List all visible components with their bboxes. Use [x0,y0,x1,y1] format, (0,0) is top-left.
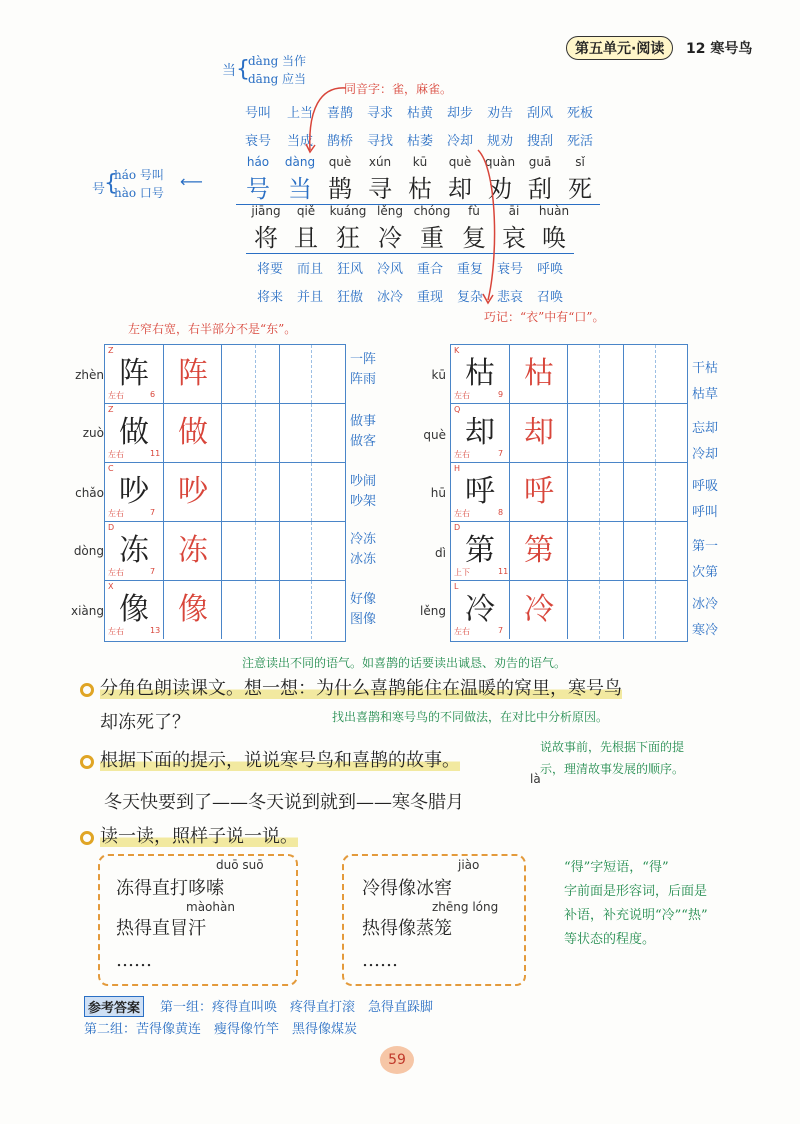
stroke-note: 左窄右宽，右半部分不是“东”。 [128,322,297,336]
word: 却步 [446,106,473,121]
word: 衰号 [244,134,271,149]
grammar-note-line: 等状态的程度。 [564,932,656,947]
grid-letter: Z [108,346,114,355]
grid-strokes: 13 [150,626,161,635]
chars-row-1-chars [236,169,600,205]
grid-char-black: 却 [465,415,495,450]
grid-letter: D [454,523,461,532]
char: 鹊 [328,175,352,203]
grid-char-red: 却 [524,415,554,450]
grid-strokes: 7 [498,626,504,635]
grid-structure: 左右 [454,627,470,636]
word: 号叫 [244,106,271,121]
char: 却 [448,175,472,203]
char: 刮 [528,175,552,203]
word: 冷却 [692,447,719,462]
dang-brace-icon: { [236,57,250,82]
grid-letter: L [454,582,459,591]
grid-strokes: 11 [498,567,509,576]
word: 规劝 [486,134,513,149]
bullet-circle-icon [80,831,94,845]
grid-structure: 左右 [454,450,470,459]
chars-row-2-pinyin [246,204,574,218]
grid-letter: Q [454,405,461,414]
grid-pinyin: hū [430,486,446,500]
grid-char-black: 像 [119,592,149,627]
hao-brace-label: 号 [92,182,106,197]
grid-structure: 左右 [454,509,470,518]
word: 将要 [256,262,283,277]
bullet-circle-icon [80,683,94,697]
word: 冰冷 [692,597,719,612]
grid-pinyin: kū [431,368,446,382]
grid-structure: 左右 [108,450,124,459]
char: 且 [294,224,318,252]
char: 狂 [336,224,360,252]
pinyin: chóng [413,204,451,218]
grid-structure: 左右 [108,568,124,577]
word: 冷冻 [350,532,377,547]
grid-words [350,412,376,452]
note-story [540,736,684,780]
pinyin: zhēng lóng [432,900,499,914]
dang-reading-2: dāng 应当 [248,72,307,86]
word: 冷风 [376,262,403,277]
char: 当 [288,175,312,203]
word: 上当 [286,106,313,121]
grid-pinyin: zuò [82,426,104,440]
word-row-bottom-1 [250,256,570,284]
word: 复杂 [456,290,483,305]
grid-structure: 左右 [108,627,124,636]
word: 第一 [692,539,719,554]
arrow-homophone-icon [290,80,350,160]
word: 鹊桥 [326,134,353,149]
pinyin: dàng [284,155,316,169]
pinyin: huàn [538,204,570,218]
word: 寻找 [366,134,393,149]
word: 死板 [566,106,593,121]
char: 寻 [368,175,392,203]
word: 干枯 [692,361,719,376]
la-pinyin: là [530,772,541,786]
grid-words [350,350,376,390]
grid-words [692,534,718,586]
answer-label: 参考答案 [84,996,144,1017]
grid-strokes: 7 [498,449,504,458]
grid-pinyin: què [423,428,446,442]
pinyin: màohàn [186,900,235,914]
grid-char-red: 吵 [178,474,208,509]
grid-letter: K [454,346,460,355]
chars-row-2 [246,204,574,254]
page-number: 59 [380,1046,414,1074]
grid-strokes: 7 [150,508,156,517]
task-2 [80,746,460,772]
task-3 [80,822,298,848]
char: 复 [462,224,486,252]
grid-letter: Z [108,405,114,414]
word: 搜刮 [526,134,553,149]
word: 衰号 [496,262,523,277]
word: 重复 [456,262,483,277]
arrow-left-icon: ⟵ [180,172,203,191]
pinyin: āi [508,204,520,218]
grid-strokes: 6 [150,390,156,399]
grid-char-black: 冷 [465,592,495,627]
grid-letter: D [108,523,115,532]
grid-pinyin: dòng [73,544,104,558]
dang-brace-label: 当 [222,63,236,79]
task-1 [80,674,622,700]
char: 唤 [542,224,566,252]
word: 刮风 [526,106,553,121]
grid-words [692,356,718,408]
grid-words [350,530,376,570]
grid-words [350,472,376,512]
dang-reading-1: dàng 当作 [248,54,307,68]
grid-words [350,590,376,630]
chars-row-2-chars [246,218,574,254]
example-line: 冷得像冰窖 [362,878,452,899]
grid-letter: C [108,464,114,473]
grid-strokes: 8 [498,508,504,517]
example-line: 热得像蒸笼 [362,918,452,939]
word: 呼唤 [536,262,563,277]
note-story-line-2: 示，理清故事发展的顺序。 [540,762,685,776]
note-compare: 找出喜鹊和寒号鸟的不同做法，在对比中分析原因。 [332,710,609,724]
pinyin: sǐ [575,155,585,169]
pinyin: jiào [458,858,480,872]
pinyin: qiě [296,204,316,218]
pinyin: duō suō [216,858,264,872]
word: 吵闹 [350,474,377,489]
word: 次第 [692,565,719,580]
word: 好像 [350,592,377,607]
grid-char-red: 冻 [178,533,208,568]
grid-char-black: 第 [465,533,495,568]
grid-pinyin: chǎo [75,486,104,500]
word: 阵雨 [350,372,377,387]
arrow-tip-icon [470,140,520,310]
chars-row-1 [236,155,600,205]
grid-char-red: 枯 [524,356,554,391]
grid-words [692,592,718,644]
word: 寻求 [366,106,393,121]
word: 劝告 [486,106,513,121]
word: 吵架 [350,494,377,509]
hao-readings [114,166,164,202]
word: 做客 [350,434,377,449]
grid-strokes: 7 [150,567,156,576]
word: 当成 [286,134,313,149]
unit-badge: 第五单元·阅读 [566,36,673,60]
word: 做事 [350,414,377,429]
word: 狂风 [336,262,363,277]
pinyin: lěng [377,204,403,218]
grid-char-red: 阵 [178,356,208,391]
task-1-line-2: 却冻死了？ [100,712,190,733]
pinyin: què [448,155,472,169]
pinyin: kuáng [329,204,367,218]
word: 枯黄 [406,106,433,121]
pinyin: jiāng [251,204,281,218]
word: 忘却 [692,421,719,436]
memory-tip: 巧记：“衣”中有“口”。 [484,310,605,324]
task-3-text: 读一读，照样子说一说。 [100,826,298,847]
grid-structure: 上下 [454,568,470,577]
grid-char-red: 第 [524,533,554,568]
grid-char-red: 像 [178,592,208,627]
grammar-note-line: 字前面是形容词，后面是 [564,884,708,899]
word: 冰冻 [350,552,377,567]
bullet-circle-icon [80,755,94,769]
grammar-note [564,856,708,952]
char: 将 [254,224,278,252]
pinyin: kū [412,155,428,169]
word: 召唤 [536,290,563,305]
word: 枯草 [692,387,719,402]
word: 死活 [566,134,593,149]
grid-char-black: 做 [119,415,149,450]
pinyin: fù [468,204,480,218]
char: 重 [420,224,444,252]
grid-char-black: 阵 [119,356,149,391]
pinyin: guā [528,155,552,169]
grid-structure: 左右 [454,391,470,400]
lesson-title: 12 寒号鸟 [686,41,753,57]
word: 重合 [416,262,443,277]
grid-structure: 左右 [108,509,124,518]
timeline: 冬天快要到了——冬天说到就到——寒冬腊月 [104,792,464,813]
task-1-line-1: 分角色朗读课文。想一想：为什么喜鹊能住在温暖的窝里，寒号鸟 [100,678,622,699]
word: 狂傲 [336,290,363,305]
word-rows-bottom [250,256,570,312]
word: 并且 [296,290,323,305]
note-tone: 注意读出不同的语气。如喜鹊的话要读出诚恳、劝告的语气。 [242,656,567,670]
grid-char-black: 吵 [119,474,149,509]
task-2-text: 根据下面的提示，说说寒号鸟和喜鹊的故事。 [100,750,460,771]
grid-pinyin: xiàng [70,604,104,618]
pinyin: quàn [484,155,516,169]
word: 一阵 [350,352,377,367]
word: 冷却 [446,134,473,149]
word: 将来 [256,290,283,305]
grammar-note-line: 补语，补充说明“冷”“热” [564,908,708,923]
char: 劝 [488,175,512,203]
char: 死 [568,175,592,203]
pinyin: háo [246,155,270,169]
grid-char-red: 做 [178,415,208,450]
grid-words [692,416,718,468]
grid-pinyin: lěng [420,604,446,618]
example-line: 冻得直打哆嗦 [116,878,224,899]
homophone-note: 同音字：雀，麻雀。 [344,82,453,96]
word: 呼叫 [692,505,719,520]
word: 寒冷 [692,623,719,638]
word: 喜鹊 [326,106,353,121]
grid-strokes: 11 [150,449,161,458]
hao-reading-1: háo 号叫 [114,168,164,182]
word: 图像 [350,612,377,627]
grid-char-black: 呼 [465,474,495,509]
word: 悲哀 [496,290,523,305]
grid-structure: 左右 [108,391,124,400]
pinyin: què [328,155,352,169]
word: 重现 [416,290,443,305]
hao-brace-icon: { [104,171,118,196]
grammar-note-line: “得”字短语，“得” [564,860,669,875]
grid-letter: H [454,464,461,473]
grid-char-black: 冻 [119,533,149,568]
pinyin: xún [368,155,392,169]
word: 而且 [296,262,323,277]
grid-words [692,474,718,526]
grid-char-red: 冷 [524,592,554,627]
char: 枯 [408,175,432,203]
example-line: 热得直冒汗 [116,918,206,939]
word: 枯萎 [406,134,433,149]
word: 冰冷 [376,290,403,305]
note-story-line-1: 说故事前，先根据下面的提 [540,740,685,754]
answer-group-2: 第二组：苦得像黄连 瘦得像竹竿 黑得像煤炭 [84,1022,358,1037]
char: 冷 [378,224,402,252]
grid-strokes: 9 [498,390,504,399]
grid-pinyin: zhèn [75,368,104,382]
ellipsis: …… [116,950,152,971]
grid-letter: X [108,582,114,591]
word: 呼吸 [692,479,719,494]
ellipsis: …… [362,950,398,971]
hao-reading-2: hào 口号 [114,186,164,200]
answer-group-1: 第一组：疼得直叫唤 疼得直打滚 急得直跺脚 [160,1000,434,1015]
char: 哀 [502,224,526,252]
char: 号 [246,175,270,203]
grid-pinyin: dì [435,546,446,560]
grid-char-black: 枯 [465,356,495,391]
grid-char-red: 呼 [524,474,554,509]
